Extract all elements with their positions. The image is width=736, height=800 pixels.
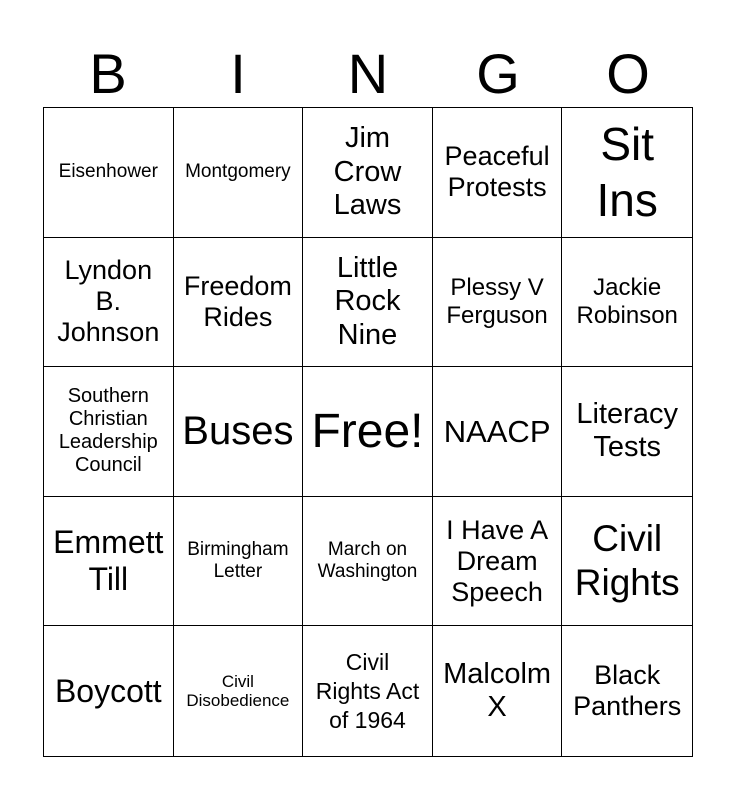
- bingo-cell: [433, 108, 563, 238]
- free-cell: [303, 367, 433, 497]
- cell-text: Southern Christian Leadership Council: [58, 385, 158, 477]
- header-letter-o: O: [606, 42, 650, 105]
- cell-text: Montgomery: [185, 161, 291, 183]
- bingo-cell: [174, 238, 304, 368]
- bingo-board: [43, 107, 693, 757]
- bingo-cell: [562, 238, 692, 368]
- bingo-cell: [303, 108, 433, 238]
- bingo-cell: [303, 626, 433, 756]
- header-letter-i: I: [230, 42, 246, 105]
- cell-text: Malcolm X: [443, 657, 552, 724]
- cell-text: I Have A Dream Speech: [446, 514, 549, 607]
- cell-text: Plessy V Ferguson: [446, 274, 548, 329]
- bingo-cell: [562, 626, 692, 756]
- header-letter-b: B: [89, 42, 127, 105]
- bingo-cell: [44, 108, 174, 238]
- bingo-cell: [562, 108, 692, 238]
- bingo-cell: [433, 238, 563, 368]
- bingo-cell: [44, 238, 174, 368]
- cell-text: March on Washington: [317, 539, 418, 583]
- cell-text: Peaceful Protests: [444, 141, 550, 203]
- cell-text: Civil Rights Act of 1964: [315, 649, 420, 733]
- bingo-cell: [44, 367, 174, 497]
- cell-text: Free!: [311, 404, 424, 458]
- cell-text: Emmett Till: [53, 524, 164, 598]
- bingo-cell: [174, 497, 304, 627]
- cell-text: Freedom Rides: [183, 270, 292, 332]
- bingo-cell: [303, 238, 433, 368]
- cell-text: Civil Disobedience: [186, 671, 290, 711]
- bingo-header: [43, 40, 693, 108]
- cell-text: Civil Rights: [574, 517, 680, 604]
- cell-text: NAACP: [443, 413, 551, 449]
- cell-text: Buses: [182, 409, 294, 454]
- bingo-cell: [433, 497, 563, 627]
- header-letter-n: N: [347, 42, 389, 105]
- cell-text: Jim Crow Laws: [333, 122, 402, 221]
- bingo-cell: [433, 367, 563, 497]
- bingo-cell: [433, 626, 563, 756]
- header-letter-g: G: [476, 42, 520, 105]
- cell-text: Black Panthers: [573, 660, 682, 722]
- cell-text: Lyndon B. Johnson: [57, 255, 160, 348]
- bingo-cell: [174, 367, 304, 497]
- cell-text: Jackie Robinson: [576, 274, 678, 329]
- bingo-cell: [562, 367, 692, 497]
- cell-text: Eisenhower: [58, 161, 158, 183]
- cell-text: Birmingham Letter: [187, 539, 289, 583]
- cell-text: Little Rock Nine: [334, 251, 401, 351]
- bingo-cell: [562, 497, 692, 627]
- bingo-cell: [174, 108, 304, 238]
- bingo-cell: [303, 497, 433, 627]
- bingo-cell: [174, 626, 304, 756]
- bingo-cell: [44, 626, 174, 756]
- cell-text: Literacy Tests: [576, 398, 678, 464]
- bingo-cell: [44, 497, 174, 627]
- cell-text: Sit Ins: [596, 118, 658, 227]
- cell-text: Boycott: [54, 672, 162, 709]
